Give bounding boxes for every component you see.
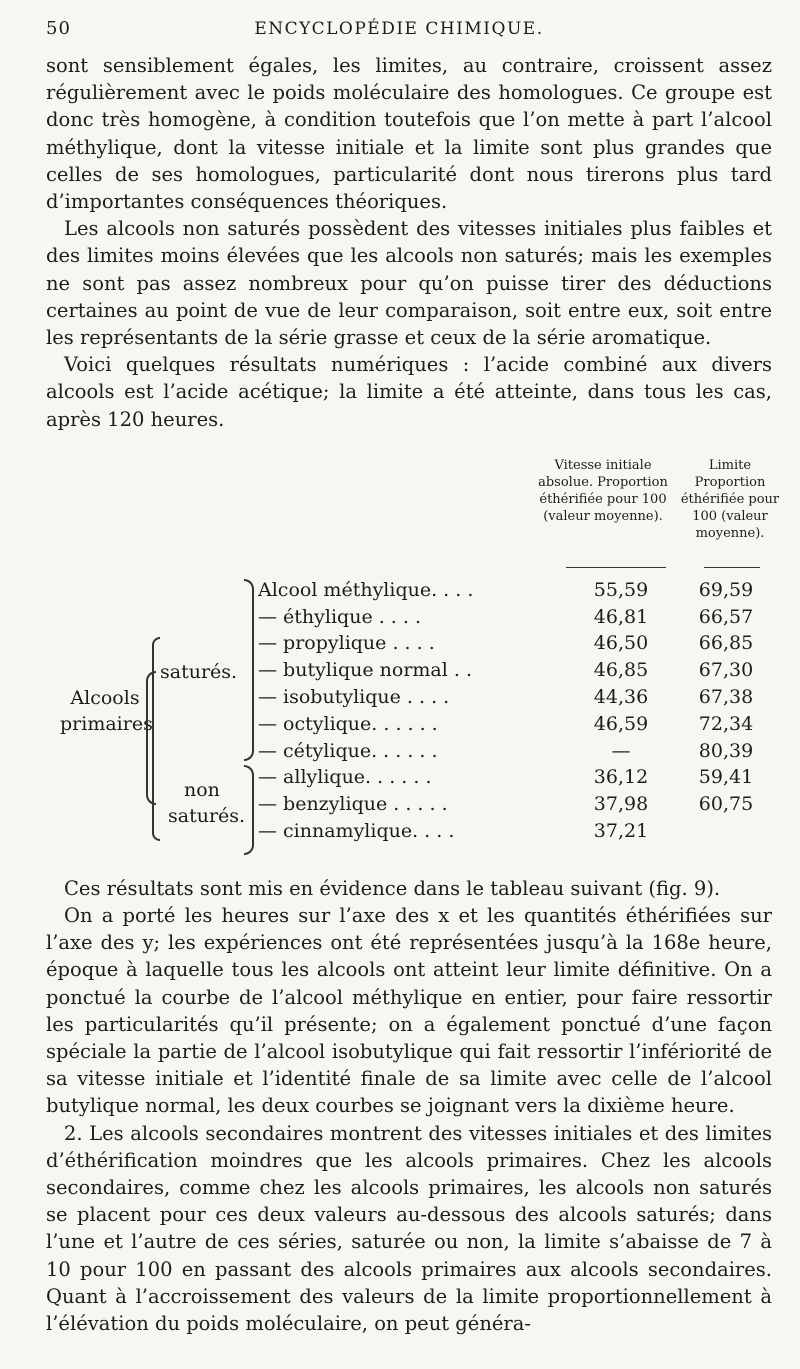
paragraph-3: Voici quelques résultats numériques : l’acide combiné aux divers alcools est l’acide acétique; la limite a été atteinte, dans tous les cas, après 120 heures.	[46, 353, 772, 431]
running-head	[46, 18, 772, 52]
table-row	[258, 657, 778, 684]
saturated-brace	[152, 637, 160, 841]
row-limit: 66,85	[698, 632, 754, 655]
results-table	[46, 437, 780, 875]
row-initial-speed: —	[611, 739, 631, 762]
unsaturated-label-2: saturés.	[168, 804, 246, 827]
row-name: — isobutylique . . . .	[258, 686, 450, 709]
row-initial-speed: 37,21	[593, 820, 649, 843]
saturated-rows-brace	[244, 579, 254, 761]
row-initial-speed: 46,81	[593, 605, 649, 628]
paragraph-5: On a porté les heures sur l’axe des x et les quantités éthérifiées sur l’axe des y; les expériences ont été représentées jusqu’à la 168e heure, époque à laquelle tous les alcools ont atteint leur limite définitive. On a ponctué la courbe de l’alcool méthylique en entier, pour faire ressortir les particularités qu’il présente; on a également ponctué d’une façon spéciale la partie de l’alcool isobutylique qui fait ressortir l’infériorité de sa vitesse initiale et l’identité finale de sa limite avec celle de l’alcool butylique normal, les deux courbes se joignant vers la dixième heure.	[46, 904, 772, 1118]
page-number: 50	[46, 18, 71, 39]
row-limit: 60,75	[698, 793, 754, 816]
row-limit: 69,59	[698, 578, 754, 601]
unsaturated-rows-brace	[244, 765, 254, 855]
running-title: ENCYCLOPÉDIE CHIMIQUE.	[254, 19, 544, 39]
paragraph-6: 2. Les alcools secondaires montrent des vitesses initiales et des limites d’éthérification moindres que les alcools primaires. Chez les alcools secondaires, comme chez les alcools primaires, les alcools non saturés se placent pour ces deux valeurs au-dessous des alcools saturés; dans l’une et l’autre de ces séries, saturée ou non, la limite s’abaisse de 7 à 10 pour 100 en passant des alcools primaires aux alcools secondaires. Quant à l’accroissement des valeurs de la limite proportionnellement à l’élévation du poids moléculaire, on peut généra-	[46, 1121, 772, 1336]
column-header-initial-speed: Vitesse initiale absolue. Proportion éthérifiée pour 100 (valeur moyenne).	[538, 457, 668, 524]
row-initial-speed: 46,59	[593, 712, 649, 735]
paragraph-2: Les alcools non saturés possèdent des vitesses initiales plus faibles et des limites moins élevées que les alcools non saturés; mais les exemples ne sont pas assez nombreux pour qu’on puisse tirer des déductions certaines au point de vue de leur comparaison, soit entre eux, soit entre les représentants de la série grasse et ceux de la série aromatique.	[46, 217, 772, 350]
row-initial-speed: 46,50	[593, 632, 649, 655]
row-limit: 80,39	[698, 739, 754, 762]
row-name: — éthylique . . . .	[258, 605, 422, 628]
page	[46, 18, 780, 1337]
row-name: — cinnamylique. . . .	[258, 820, 455, 843]
column-header-limit: Limite Proportion éthérifiée pour 100 (valeur moyenne).	[680, 457, 780, 541]
table-row	[258, 711, 778, 738]
row-limit	[676, 818, 776, 845]
row-initial-speed: 44,36	[593, 686, 649, 709]
row-initial-speed: 55,59	[593, 578, 649, 601]
row-limit: 72,34	[698, 712, 754, 735]
table-row	[258, 630, 778, 657]
row-name: — allylique. . . . . .	[258, 766, 432, 789]
row-initial-speed: 36,12	[593, 766, 649, 789]
row-name: — butylique normal . .	[258, 659, 472, 682]
header-rule	[566, 567, 666, 568]
row-name: — propylique . . . .	[258, 632, 435, 655]
row-name: Alcool méthylique. . . .	[258, 578, 474, 601]
table-row	[258, 764, 778, 791]
table-row	[258, 791, 778, 818]
group-label: Alcools primaires	[60, 686, 153, 735]
row-initial-speed: 37,98	[593, 793, 649, 816]
table-row	[258, 684, 778, 711]
saturated-label: saturés.	[160, 660, 238, 683]
paragraph-1: sont sensiblement égales, les limites, au contraire, croissent assez régulièrement avec le poids moléculaire des homologues. Ce groupe est donc très homogène, à condition toutefois que l’on mette à part l’alcool méthylique, dont la vitesse initiale et la limite sont plus grandes que celles de ses homologues, particularité dont nous tirerons plus tard d’importantes conséquences théoriques.	[46, 54, 772, 214]
table-row	[258, 604, 778, 631]
row-name: — cétylique. . . . . .	[258, 739, 438, 762]
table-row	[258, 577, 778, 604]
row-limit: 59,41	[698, 766, 754, 789]
table-rows	[258, 577, 778, 845]
row-limit: 67,30	[698, 659, 754, 682]
table-row	[258, 818, 778, 845]
paragraph-4: Ces résultats sont mis en évidence dans le tableau suivant (fig. 9).	[64, 876, 721, 900]
row-initial-speed: 46,85	[593, 659, 649, 682]
row-name: — benzylique . . . . .	[258, 793, 448, 816]
header-rule	[704, 567, 760, 568]
table-row	[258, 738, 778, 765]
unsaturated-label-1: non	[184, 778, 220, 801]
row-name: — octylique. . . . . .	[258, 712, 438, 735]
row-limit: 67,38	[698, 686, 754, 709]
row-limit: 66,57	[698, 605, 754, 628]
